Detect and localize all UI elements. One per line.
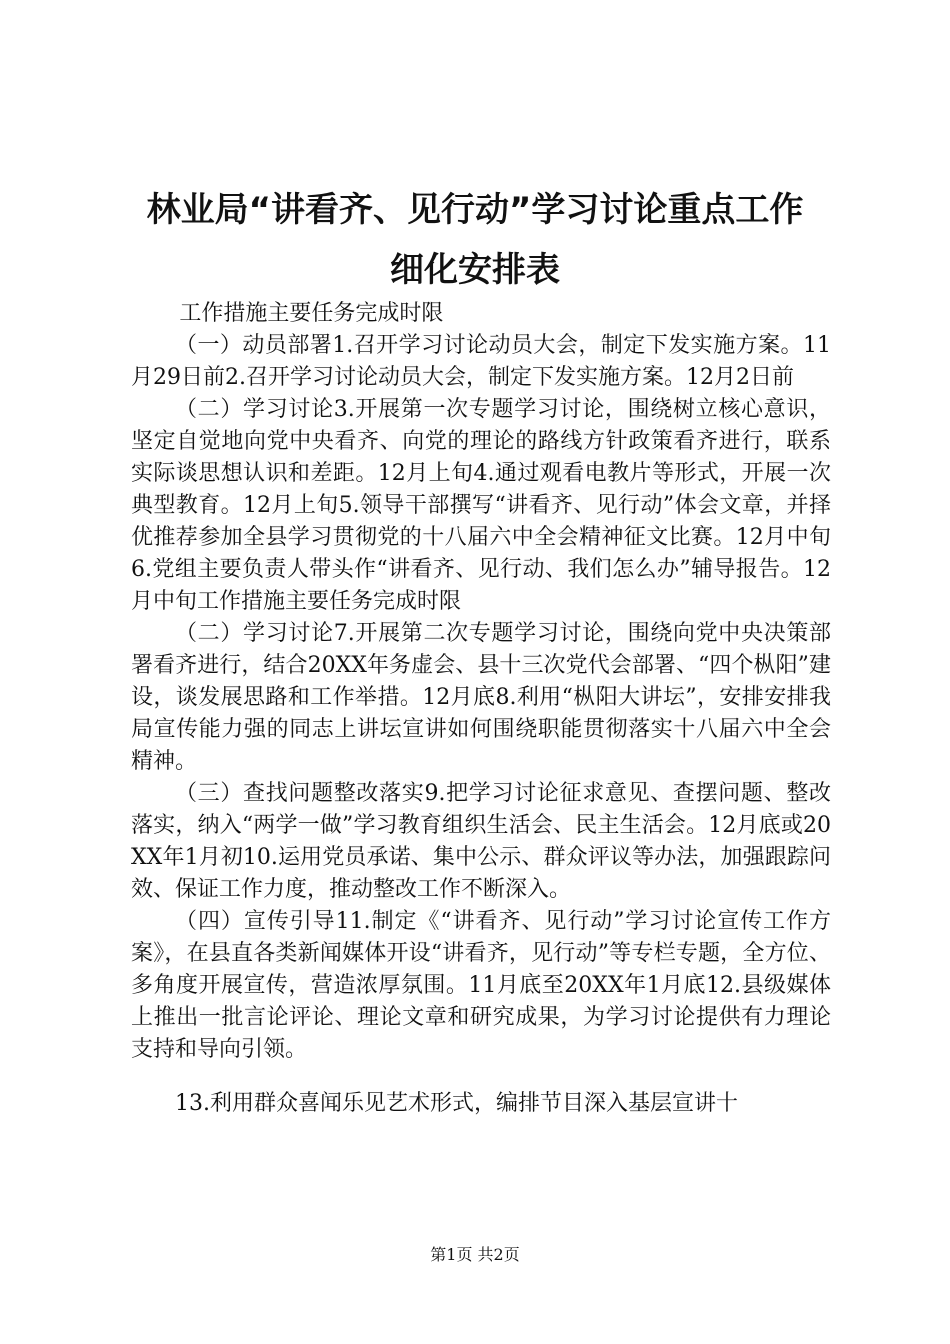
page-number-footer: 第1页 共2页 (430, 1245, 520, 1264)
table-header-paragraph: 工作措施主要任务完成时限 (179, 301, 444, 326)
document-title-line-1: 林业局“讲看齐、见行动”学习讨论重点工作 (146, 190, 804, 230)
document-title-line-2: 细化安排表 (390, 250, 560, 290)
section-mobilization-paragraph: （一）动员部署1.召开学习讨论动员大会，制定下发实施方案。11月29日前2.召开学习讨论动员大会，制定下发实施方案。12月2日前 (131, 333, 831, 390)
section-study-paragraph-1: （二）学习讨论3.开展第一次专题学习讨论，围绕树立核心意识，坚定自觉地向党中央看齐、向党的理论的路线方针政策看齐进行，联系实际谈思想认识和差距。12月上旬4.通过观看电教片等形式，开展一次典型教育。12月上旬5.领导干部撰写“讲看齐、见行动”体会文章，并择优推荐参加全县学习贯彻党的十八届六中全会精神征文比赛。12月中旬6.党组主要负责人带头作“讲看齐、见行动、我们怎么办”辅导报告。12月中旬工作措施主要任务完成时限 (131, 397, 831, 614)
document-body (131, 298, 831, 1120)
section-publicity-paragraph: （四）宣传引导11.制定《“讲看齐、见行动”学习讨论宣传工作方案》，在县直各类新闻媒体开设“讲看齐，见行动”等专栏专题，全方位、多角度开展宣传，营造浓厚氛围。11月底至20XX年1月底12.县级媒体上推出一批言论评论、理论文章和研究成果，为学习讨论提供有力理论支持和导向引领。 (131, 909, 831, 1062)
item-13-paragraph: 13.利用群众喜闻乐见艺术形式，编排节目深入基层宣讲十 (175, 1091, 738, 1116)
section-rectification-paragraph: （三）查找问题整改落实9.把学习讨论征求意见、查摆问题、整改落实，纳入“两学一做”学习教育组织生活会、民主生活会。12月底或20XX年1月初10.运用党员承诺、集中公示、群众评议等办法，加强跟踪问效、保证工作力度，推动整改工作不断深入。 (131, 781, 831, 902)
section-study-paragraph-2: （二）学习讨论7.开展第二次专题学习讨论，围绕向党中央决策部署看齐进行，结合20XX年务虚会、县十三次党代会部署、“四个枞阳”建设，谈发展思路和工作举措。12月底8.利用“枞阳大讲坛”，安排安排我局宣传能力强的同志上讲坛宣讲如何围绕职能贯彻落实十八届六中全会精神。 (131, 621, 831, 774)
